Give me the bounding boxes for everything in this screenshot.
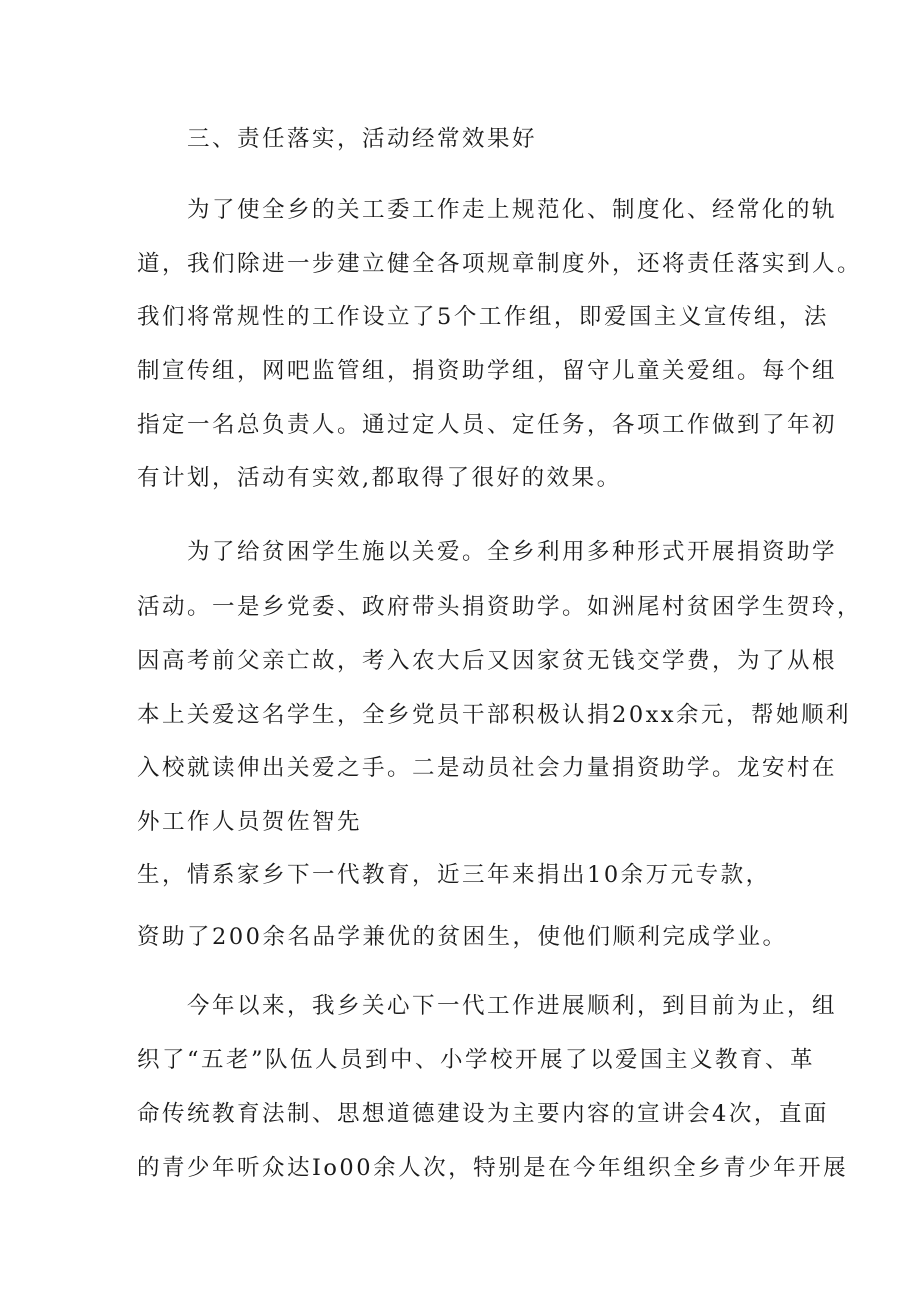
paragraph-line: 我们将常规性的工作设立了5个工作组，即爱国主义宣传组，法: [137, 304, 829, 330]
paragraph-line: 织了“五老”队伍人员到中、小学校开展了以爱国主义教育、革: [137, 1047, 816, 1073]
paragraph-line: 入校就读伸出关爱之手。二是动员社会力量捐资助学。龙安村在: [137, 755, 838, 781]
paragraph-line: 今年以来，我乡关心下一代工作进展顺利，到目前为止，组: [187, 993, 838, 1019]
paragraph-line: 道，我们除进一步建立健全各项规章制度外，还将责任落实到人。: [137, 251, 863, 277]
paragraph-line: 本上关爱这名学生，全乡党员干部积极认捐20xx余元，帮她顺利: [137, 702, 852, 728]
paragraph-line: 为了使全乡的关工委工作走上规范化、制度化、经常化的轨: [187, 197, 838, 223]
paragraph-line: 制宣传组，网吧监管组，捐资助学组，留守儿童关爱组。每个组: [137, 358, 838, 384]
paragraph-line: 资助了200余名品学兼优的贫困生，使他们顺利完成学业。: [137, 924, 788, 950]
paragraph-line: 为了给贫困学生施以关爱。全乡利用多种形式开展捐资助学: [187, 539, 838, 565]
paragraph-line: 的青少年听众达Io00余人次，特别是在今年组织全乡青少年开展: [137, 1155, 849, 1181]
paragraph-line: 指定一名总负责人。通过定人员、定任务，各项工作做到了年初: [137, 412, 838, 438]
section-heading: 三、责任落实，活动经常效果好: [187, 126, 538, 152]
paragraph-line: 生，情系家乡下一代教育，近三年来捐出10余万元专款，: [137, 862, 771, 888]
paragraph-line: 命传统教育法制、思想道德建设为主要内容的宣讲会4次，直面: [137, 1101, 829, 1127]
paragraph-line: 有计划，活动有实效,都取得了很好的效果。: [137, 465, 622, 491]
paragraph-line: 因高考前父亲亡故，考入农大后又因家贫无钱交学费，为了从根: [137, 648, 838, 674]
paragraph-line: 活动。一是乡党委、政府带头捐资助学。如洲尾村贫困学生贺玲，: [137, 594, 863, 620]
paragraph-line: 外工作人员贺佐智先: [137, 809, 363, 835]
